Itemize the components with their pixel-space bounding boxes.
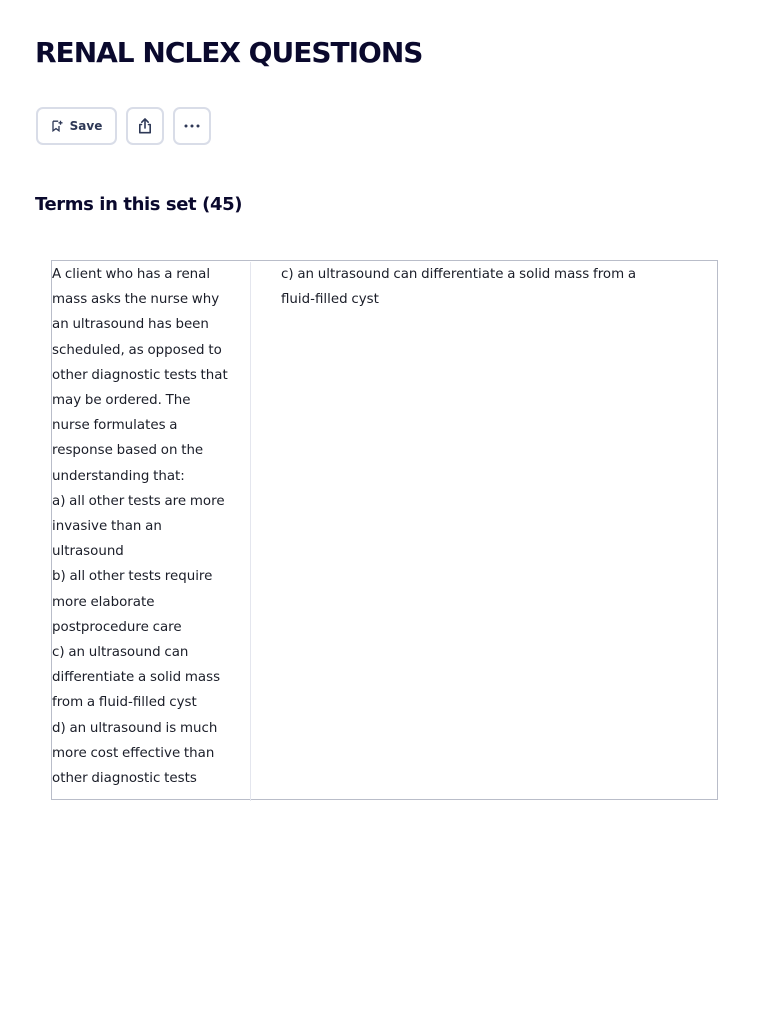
bookmark-add-icon bbox=[51, 120, 63, 132]
share-icon bbox=[136, 117, 154, 135]
terms-heading: Terms in this set (45) bbox=[35, 194, 243, 215]
more-button[interactable] bbox=[173, 107, 211, 145]
action-bar bbox=[36, 107, 211, 145]
share-button[interactable] bbox=[126, 107, 164, 145]
terms-list bbox=[51, 260, 718, 800]
page-title: RENAL NCLEX QUESTIONS bbox=[35, 36, 423, 69]
more-horizontal-icon bbox=[183, 123, 201, 129]
save-button[interactable] bbox=[36, 107, 117, 145]
save-button-label: Save bbox=[69, 119, 103, 133]
term-definition: c) an ultrasound can differentiate a solid mass from a fluid-filled cyst bbox=[281, 267, 637, 308]
term-word: A client who has a renal mass asks the nurse why an ultrasound has been scheduled, as opposed to other diagnostic tests that may be ordered. The nurse formulates a response based on the understanding that: a) all other tests are more invasive than an ultrasound b) all other tests require more elaborate postprocedure care c) an ultrasound can differentiate a solid mass from a fluid-filled cyst d) an ultrasound is much more cost effective than other diagnostic tests bbox=[52, 262, 251, 801]
term-row bbox=[52, 261, 717, 801]
